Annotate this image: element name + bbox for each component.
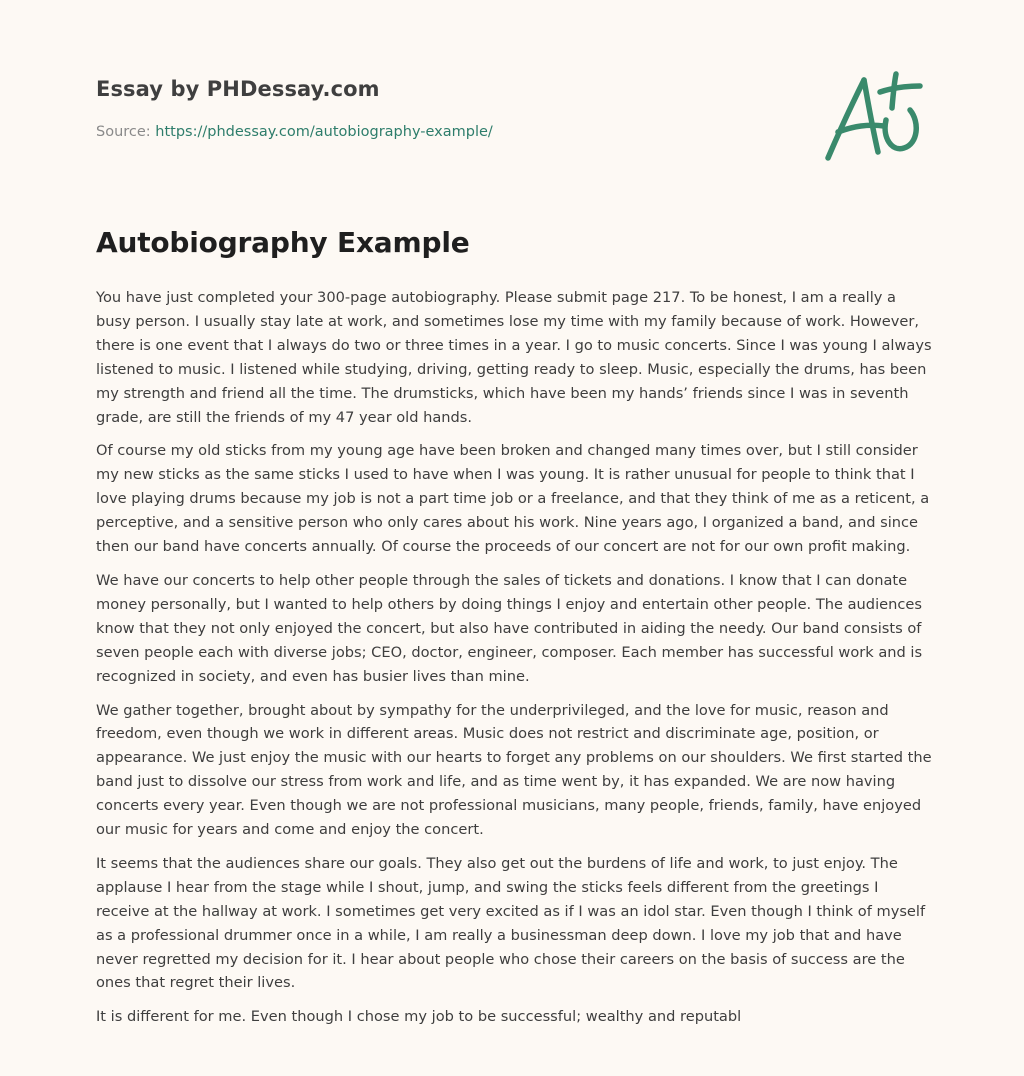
source-link[interactable]: https://phdessay.com/autobiography-example/ <box>155 124 493 140</box>
essay-title: Autobiography Example <box>96 226 470 259</box>
essay-body <box>96 286 932 1076</box>
a-plus-logo-graphic <box>822 68 926 164</box>
source-line <box>96 124 493 140</box>
essay-paragraph: It seems that the audiences share our goals. They also get out the burdens of life and work, to just enjoy. The applause I hear from the stage while I shout, jump, and swing the sticks feels different from the greetings I receive at the hallway at work. I sometimes get very excited as if I was an idol star. Even though I think of myself as a professional drummer once in a while, I am really a businessman deep down. I love my job that and have never regretted my decision for it. I hear about people who chose their careers on the basis of success are the ones that regret their lives. <box>96 854 926 992</box>
essay-page <box>96 0 932 1076</box>
essay-paragraph: We gather together, brought about by sympathy for the underprivileged, and the love for music, reason and freedom, even though we work in different areas. Music does not restrict and discriminate age, position, or appearance. We just enjoy the music with our hearts to forget any problems on our shoulders. We first started the band just to dissolve our stress from work and life, and as time went by, it has expanded. We are now having concerts every year. Even though we are not professional musicians, many people, friends, family, have enjoyed our music for years and come and enjoy the concert. <box>96 701 932 839</box>
essay-paragraph: We have our concerts to help other people through the sales of tickets and donations. I know that I can donate money personally, but I wanted to help others by doing things I enjoy and entertain other people. The audiences know that they not only enjoyed the concert, but also have contributed in aiding the needy. Our band consists of seven people each with diverse jobs; CEO, doctor, engineer, composer. Each member has successful work and is recognized in society, and even has busier lives than mine. <box>96 571 923 685</box>
a-plus-icon <box>822 68 926 164</box>
essay-paragraph: You have just completed your 300-page autobiography. Please submit page 217. To be honest, I am a really a busy person. I usually stay late at work, and sometimes lose my time with my family because of work. However, there is one event that I always do two or three times in a year. I go to music concerts. Since I was young I always listened to music. I listened while studying, driving, getting ready to sleep. Music, especially the drums, has been my strength and friend all the time. The drumsticks, which have been my hands’ friends since I was in seventh grade, are still the friends of my 47 year old hands. <box>96 289 932 426</box>
essay-paragraph: It is different for me. Even though I chose my job to be successful; wealthy and reputabl <box>96 1008 742 1026</box>
essay-paragraph: Of course my old sticks from my young age have been broken and changed many times over, but I still consider my new sticks as the same sticks I used to have when I was young. It is rather unusual for people to think that I love playing drums because my job is not a part time job or a freelance, and that they think of me as a reticent, a perceptive, and a sensitive person who only cares about his work. Nine years ago, I organized a band, and since then our band have concerts annually. Of course the proceeds of our concert are not for our own profit making. <box>96 442 930 556</box>
source-label: Source: <box>96 124 156 140</box>
site-header-title: Essay by PHDessay.com <box>96 77 380 101</box>
